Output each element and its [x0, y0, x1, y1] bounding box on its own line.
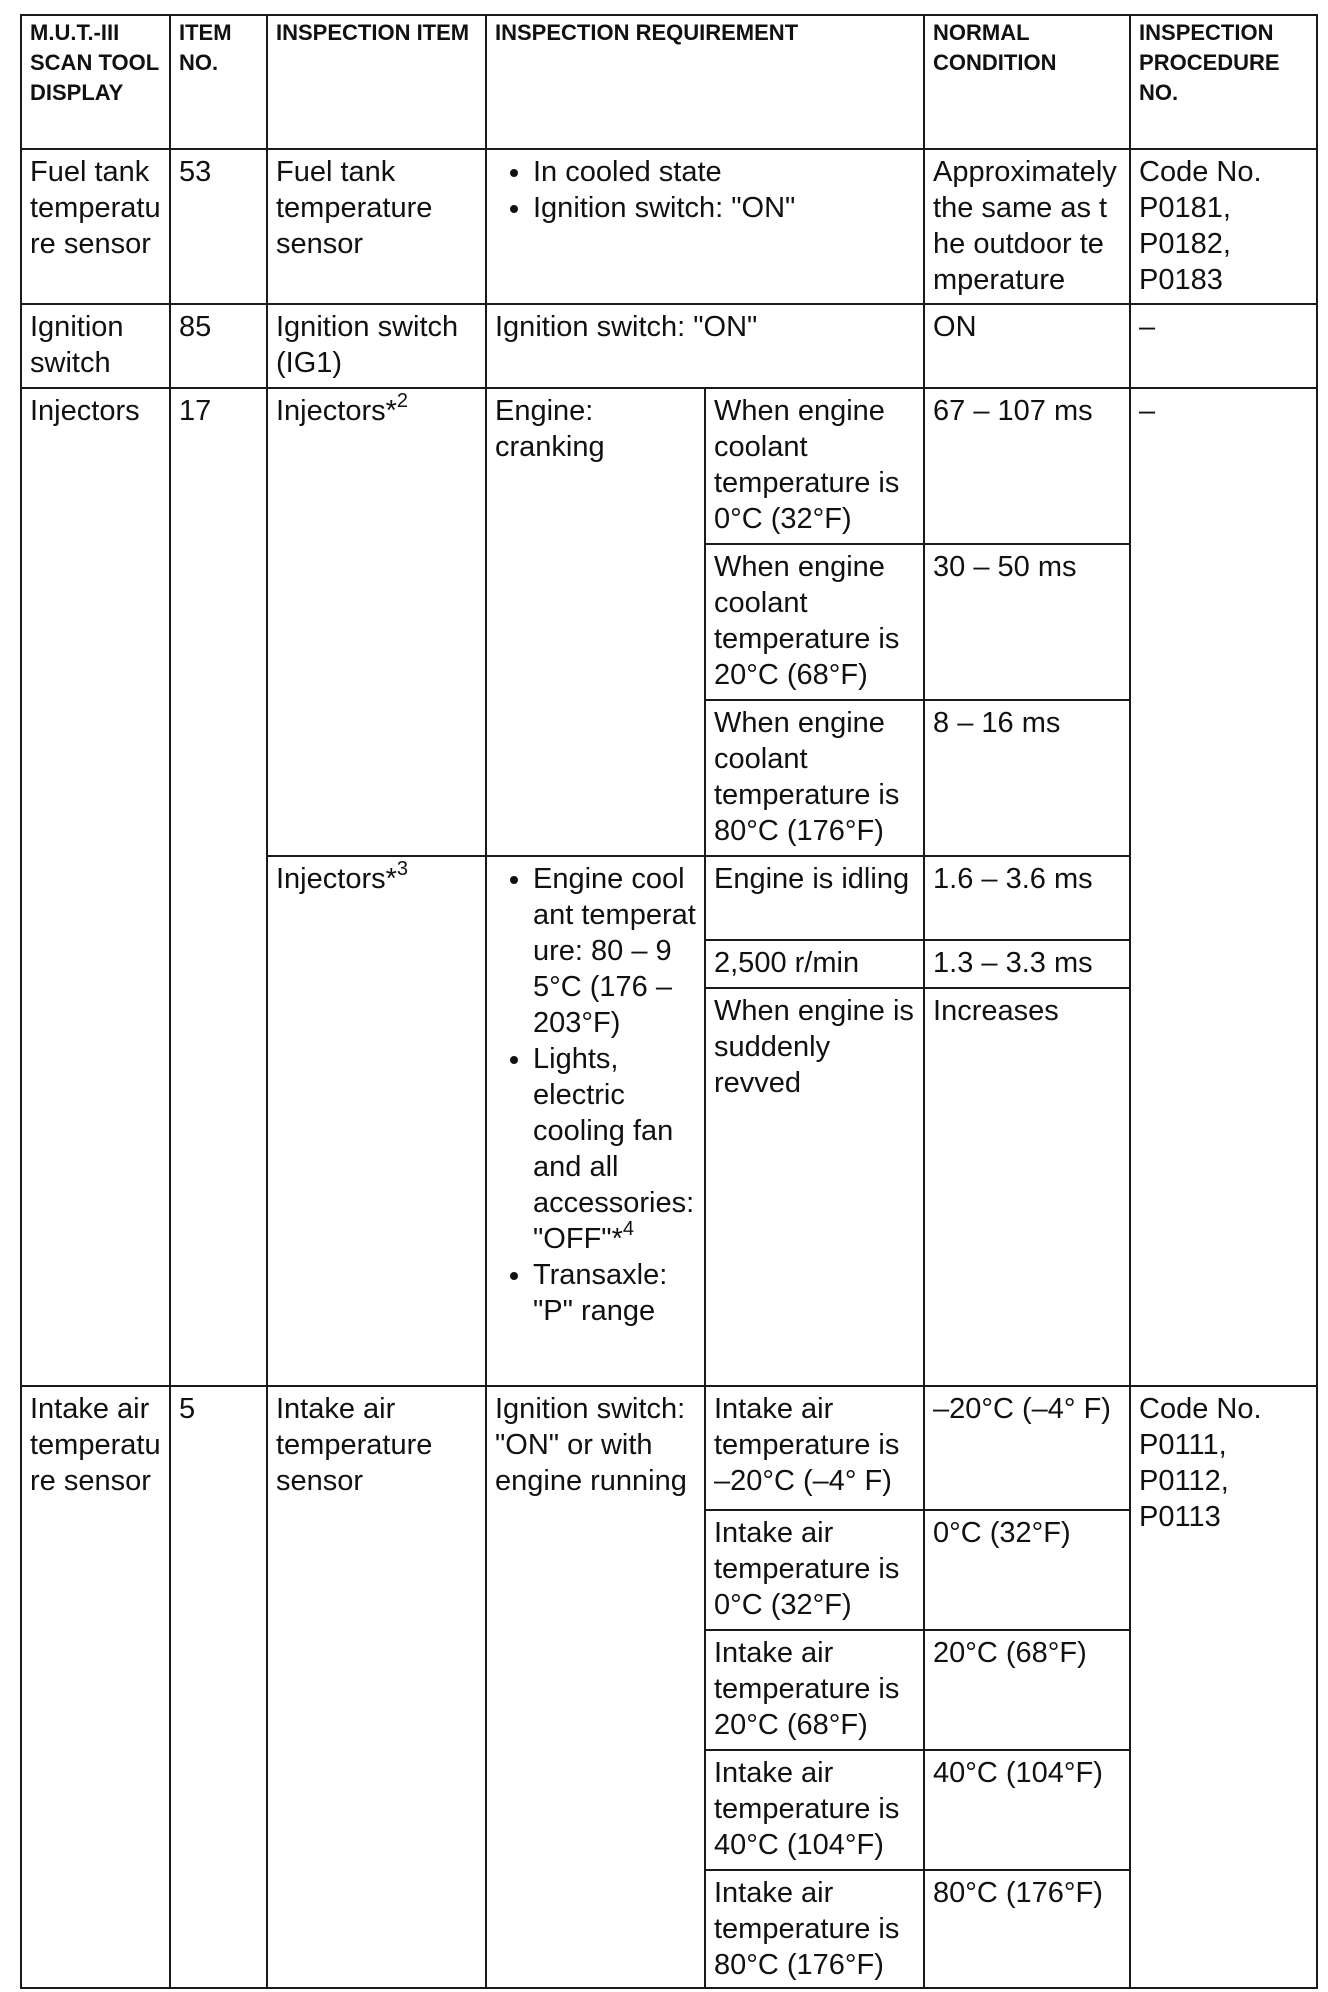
- header-normal: NORMAL CONDITION: [924, 15, 1130, 149]
- intake-air-item-no: 5: [170, 1386, 267, 1988]
- injectors-b-normal-3: Increases: [924, 988, 1130, 1386]
- intake-air-requirement: Ignition switch: "ON" or with engine running: [486, 1386, 705, 1988]
- intake-air-normal-4: 40°C (104°F): [924, 1750, 1130, 1870]
- table-row: [21, 149, 1317, 304]
- intake-air-display: Intake air temperature sensor: [21, 1386, 170, 1988]
- footnote-4-marker: 4: [622, 1218, 634, 1241]
- injectors-req-coolant: • Engine coolant temperature: 80 – 95°C (176 – 203°F): [533, 861, 696, 1041]
- injectors-a-normal-1: 67 – 107 ms: [924, 388, 1130, 544]
- header-requirement: INSPECTION REQUIREMENT: [486, 15, 924, 149]
- fuel-tank-item: Fuel tank temperature sensor: [267, 149, 486, 304]
- footnote-3-marker: 3: [396, 858, 409, 881]
- fuel-tank-item-no: 53: [170, 149, 267, 304]
- injectors-a-normal-3: 8 – 16 ms: [924, 700, 1130, 856]
- inspection-table: [20, 14, 1318, 1989]
- fuel-tank-procedure: Code No. P0181, P0182, P0183: [1130, 149, 1317, 304]
- injectors-item-no: 17: [170, 388, 267, 1386]
- injectors-b-when-1: Engine is idling: [705, 856, 924, 940]
- injectors-req-accessories-label: Lights, electric cooling fan and all accessories: "OFF"*: [533, 1043, 695, 1255]
- intake-air-when-1: Intake air temperature is –20°C (–4° F): [705, 1386, 924, 1510]
- fuel-tank-req-1: • In cooled state: [533, 154, 915, 190]
- injectors-procedure: –: [1130, 388, 1317, 1386]
- ignition-display: Ignition switch: [21, 304, 170, 388]
- injectors-a-normal-2: 30 – 50 ms: [924, 544, 1130, 700]
- injectors-requirement-running: [486, 856, 705, 1386]
- intake-air-normal-2: 0°C (32°F): [924, 1510, 1130, 1630]
- injectors-req-transaxle: • Transaxle: "P" range: [533, 1257, 696, 1329]
- injectors-b-when-3: When engine is suddenly revved: [705, 988, 924, 1386]
- header-item: INSPECTION ITEM: [267, 15, 486, 149]
- intake-air-procedure: Code No. P0111, P0112, P0113: [1130, 1386, 1317, 1988]
- fuel-tank-requirement: [486, 149, 924, 304]
- fuel-tank-req-2: • Ignition switch: "ON": [533, 190, 915, 226]
- intake-air-normal-5: 80°C (176°F): [924, 1870, 1130, 1988]
- injectors-req-accessories: [533, 1041, 696, 1257]
- intake-air-when-4: Intake air temperature is 40°C (104°F): [705, 1750, 924, 1870]
- table-row: [21, 304, 1317, 388]
- intake-air-when-3: Intake air temperature is 20°C (68°F): [705, 1630, 924, 1750]
- fuel-tank-display: Fuel tank temperature sensor: [21, 149, 170, 304]
- intake-air-item: Intake air temperature sensor: [267, 1386, 486, 1988]
- injectors-item-2: [267, 388, 486, 856]
- header-display: M.U.T.-III SCAN TOOL DISPLAY: [21, 15, 170, 149]
- header-row: [21, 15, 1317, 149]
- table-row: [21, 388, 1317, 544]
- footnote-2-marker: 2: [396, 390, 409, 413]
- injectors-display: Injectors: [21, 388, 170, 1386]
- header-item-no: ITEM NO.: [170, 15, 267, 149]
- intake-air-normal-3: 20°C (68°F): [924, 1630, 1130, 1750]
- fuel-tank-normal: Approximately the same as the outdoor temperature: [924, 149, 1130, 304]
- injectors-item-2-label: Injectors*: [276, 395, 397, 427]
- injectors-a-when-3: When engine coolant temperature is 80°C (176°F): [705, 700, 924, 856]
- injectors-b-normal-1: 1.6 – 3.6 ms: [924, 856, 1130, 940]
- header-procedure: INSPECTION PROCEDURE NO.: [1130, 15, 1317, 149]
- ignition-item-no: 85: [170, 304, 267, 388]
- injectors-b-when-2: 2,500 r/min: [705, 940, 924, 988]
- injectors-a-when-1: When engine coolant temperature is 0°C (32°F): [705, 388, 924, 544]
- injectors-b-normal-2: 1.3 – 3.3 ms: [924, 940, 1130, 988]
- table-row: [21, 1386, 1317, 1510]
- injectors-requirement-cranking: Engine: cranking: [486, 388, 705, 856]
- injectors-a-when-2: When engine coolant temperature is 20°C (68°F): [705, 544, 924, 700]
- intake-air-when-2: Intake air temperature is 0°C (32°F): [705, 1510, 924, 1630]
- intake-air-when-5: Intake air temperature is 80°C (176°F): [705, 1870, 924, 1988]
- ignition-item: Ignition switch (IG1): [267, 304, 486, 388]
- intake-air-normal-1: –20°C (–4° F): [924, 1386, 1130, 1510]
- ignition-normal: ON: [924, 304, 1130, 388]
- injectors-item-3: [267, 856, 486, 1386]
- ignition-requirement: Ignition switch: "ON": [486, 304, 924, 388]
- ignition-procedure: –: [1130, 304, 1317, 388]
- injectors-item-3-label: Injectors*: [276, 863, 397, 895]
